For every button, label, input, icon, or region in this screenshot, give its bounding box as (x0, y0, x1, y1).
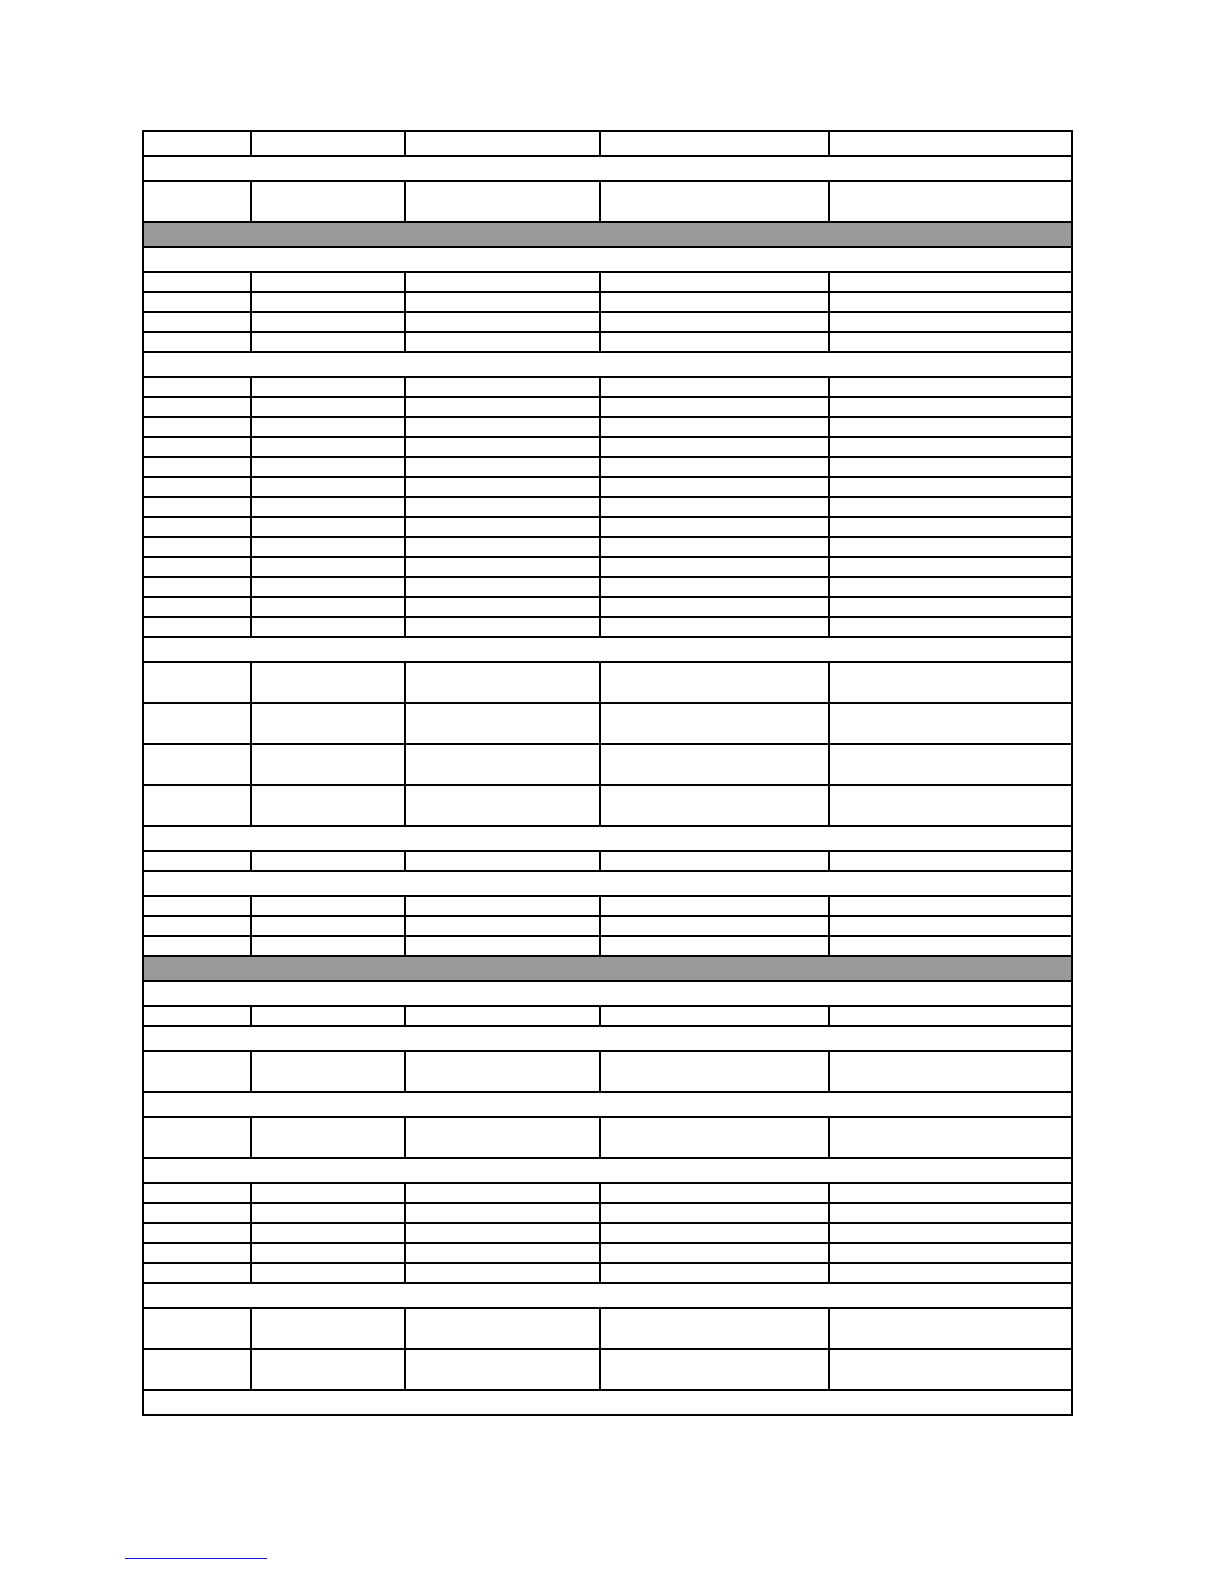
table-cell (251, 517, 405, 537)
table-cell (405, 617, 600, 637)
table-cell (829, 131, 1072, 156)
table-cell (405, 377, 600, 397)
table-cell (405, 896, 600, 916)
table-cell (251, 332, 405, 352)
table-cell (251, 377, 405, 397)
table-row (143, 1243, 1072, 1263)
table-row (143, 1308, 1072, 1349)
table-cell (600, 936, 829, 956)
table-row (143, 272, 1072, 292)
table-cell (829, 332, 1072, 352)
table-cell (143, 397, 251, 417)
table-cell (143, 1308, 251, 1349)
table-cell (251, 662, 405, 703)
table-cell (600, 497, 829, 517)
table-cell (405, 851, 600, 871)
table-cell (600, 1183, 829, 1203)
section-heading-row (143, 1158, 1072, 1183)
table-cell (143, 703, 251, 744)
table-cell (143, 332, 251, 352)
table-cell (251, 936, 405, 956)
table-row (143, 397, 1072, 417)
table-cell (829, 272, 1072, 292)
table-cell (405, 1308, 600, 1349)
table-cell (829, 744, 1072, 785)
section-heading-row (143, 156, 1072, 181)
table-cell (829, 703, 1072, 744)
table-cell (600, 1349, 829, 1390)
table-cell (143, 597, 251, 617)
table-cell (829, 577, 1072, 597)
table-cell (829, 457, 1072, 477)
table-cell (405, 181, 600, 222)
table-cell (405, 1243, 600, 1263)
table-cell (405, 292, 600, 312)
table-cell (143, 517, 251, 537)
table-cell (405, 497, 600, 517)
table-cell (251, 1243, 405, 1263)
table-row (143, 936, 1072, 956)
table-cell (143, 936, 251, 956)
table-cell (251, 272, 405, 292)
section-heading-cell (143, 1092, 1072, 1117)
table-cell (251, 537, 405, 557)
section-heading-row (143, 1092, 1072, 1117)
section-divider-band (143, 222, 1072, 247)
table-cell (251, 597, 405, 617)
table-cell (251, 1117, 405, 1158)
table-cell (143, 1051, 251, 1092)
table-cell (829, 312, 1072, 332)
table-cell (600, 851, 829, 871)
table-cell (251, 577, 405, 597)
section-heading-row (143, 352, 1072, 377)
table-cell (251, 617, 405, 637)
table-cell (829, 477, 1072, 497)
table-cell (405, 1006, 600, 1026)
table-row (143, 1051, 1072, 1092)
table-cell (600, 577, 829, 597)
table-cell (251, 1223, 405, 1243)
section-heading-cell (143, 352, 1072, 377)
table-cell (405, 1349, 600, 1390)
table-cell (251, 497, 405, 517)
table-cell (600, 1006, 829, 1026)
table-cell (405, 1117, 600, 1158)
table-cell (600, 131, 829, 156)
table-row (143, 1203, 1072, 1223)
table-cell (405, 477, 600, 497)
section-heading-row (143, 981, 1072, 1006)
section-heading-cell (143, 826, 1072, 851)
table-cell (600, 1223, 829, 1243)
table-cell (143, 497, 251, 517)
table-cell (600, 1263, 829, 1283)
table-cell (405, 272, 600, 292)
table-cell (829, 1051, 1072, 1092)
section-heading-cell (143, 247, 1072, 272)
table-row (143, 896, 1072, 916)
table-cell (829, 662, 1072, 703)
table-row (143, 597, 1072, 617)
table-cell (829, 916, 1072, 936)
table-row (143, 1183, 1072, 1203)
table-cell (143, 417, 251, 437)
table-cell (405, 417, 600, 437)
table-cell (600, 272, 829, 292)
table-cell (143, 851, 251, 871)
table-cell (251, 437, 405, 457)
section-divider-band (143, 956, 1072, 981)
table-cell (405, 703, 600, 744)
table-row (143, 1263, 1072, 1283)
table-cell (251, 744, 405, 785)
table-cell (405, 744, 600, 785)
table-cell (600, 437, 829, 457)
table-row (143, 703, 1072, 744)
form-table-body (143, 131, 1072, 1415)
table-cell (251, 557, 405, 577)
table-row (143, 537, 1072, 557)
table-row (143, 417, 1072, 437)
section-heading-cell (143, 637, 1072, 662)
table-cell (405, 557, 600, 577)
table-cell (405, 1223, 600, 1243)
table-cell (405, 437, 600, 457)
table-cell (143, 785, 251, 826)
section-heading-row (143, 1026, 1072, 1051)
table-cell (829, 181, 1072, 222)
table-cell (829, 497, 1072, 517)
table-cell (251, 477, 405, 497)
table-cell (405, 537, 600, 557)
table-row (143, 181, 1072, 222)
table-cell (829, 417, 1072, 437)
table-row (143, 312, 1072, 332)
table-cell (829, 1243, 1072, 1263)
footnote-rule (125, 1558, 267, 1559)
table-cell (405, 916, 600, 936)
table-cell (829, 1223, 1072, 1243)
table-row (143, 292, 1072, 312)
table-cell (143, 744, 251, 785)
table-cell (829, 617, 1072, 637)
table-cell (143, 312, 251, 332)
table-cell (143, 1117, 251, 1158)
table-cell (251, 457, 405, 477)
table-cell (829, 1203, 1072, 1223)
section-heading-cell (143, 1283, 1072, 1308)
section-heading-cell (143, 871, 1072, 896)
table-row (143, 457, 1072, 477)
table-cell (829, 292, 1072, 312)
table-cell (600, 744, 829, 785)
table-cell (600, 557, 829, 577)
section-heading-row (143, 1390, 1072, 1415)
table-cell (143, 1203, 251, 1223)
table-cell (143, 662, 251, 703)
table-cell (251, 1051, 405, 1092)
table-cell (600, 662, 829, 703)
table-cell (143, 916, 251, 936)
table-cell (829, 597, 1072, 617)
table-cell (600, 1051, 829, 1092)
table-cell (829, 1117, 1072, 1158)
table-cell (405, 1203, 600, 1223)
table-cell (405, 785, 600, 826)
table-cell (143, 181, 251, 222)
table-row (143, 377, 1072, 397)
table-cell (600, 1117, 829, 1158)
table-cell (143, 896, 251, 916)
table-cell (600, 617, 829, 637)
table-cell (251, 1203, 405, 1223)
table-cell (405, 517, 600, 537)
table-row (143, 1223, 1072, 1243)
table-cell (829, 1183, 1072, 1203)
table-cell (600, 181, 829, 222)
table-cell (405, 577, 600, 597)
table-cell (251, 131, 405, 156)
table-cell (600, 597, 829, 617)
table-cell (600, 397, 829, 417)
table-cell (143, 557, 251, 577)
table-cell (143, 477, 251, 497)
table-cell (829, 537, 1072, 557)
table-cell (143, 457, 251, 477)
table-cell (405, 131, 600, 156)
table-row (143, 785, 1072, 826)
table-row (143, 332, 1072, 352)
table-cell (600, 292, 829, 312)
table-cell (829, 517, 1072, 537)
table-cell (600, 537, 829, 557)
table-row (143, 617, 1072, 637)
table-cell (600, 377, 829, 397)
table-cell (600, 332, 829, 352)
table-cell (600, 1243, 829, 1263)
table-cell (143, 272, 251, 292)
table-cell (600, 477, 829, 497)
table-cell (251, 397, 405, 417)
table-row (143, 477, 1072, 497)
table-cell (405, 457, 600, 477)
table-row (143, 1006, 1072, 1026)
table-cell (829, 1349, 1072, 1390)
table-cell (829, 437, 1072, 457)
section-heading-row (143, 637, 1072, 662)
table-cell (143, 437, 251, 457)
table-cell (600, 785, 829, 826)
table-cell (600, 1203, 829, 1223)
table-cell (405, 397, 600, 417)
table-cell (829, 785, 1072, 826)
table-cell (251, 181, 405, 222)
divider-band-cell (143, 956, 1072, 981)
table-cell (405, 1183, 600, 1203)
section-heading-cell (143, 981, 1072, 1006)
table-cell (251, 292, 405, 312)
table-cell (600, 896, 829, 916)
table-cell (251, 417, 405, 437)
table-cell (600, 1308, 829, 1349)
table-cell (405, 662, 600, 703)
table-row (143, 557, 1072, 577)
table-cell (251, 1263, 405, 1283)
table-cell (251, 703, 405, 744)
table-cell (405, 936, 600, 956)
table-row (143, 497, 1072, 517)
table-cell (405, 312, 600, 332)
section-heading-row (143, 1283, 1072, 1308)
table-row (143, 1349, 1072, 1390)
table-row (143, 744, 1072, 785)
table-cell (251, 916, 405, 936)
table-cell (829, 896, 1072, 916)
divider-band-cell (143, 222, 1072, 247)
table-cell (600, 312, 829, 332)
table-cell (251, 312, 405, 332)
section-heading-row (143, 247, 1072, 272)
table-cell (143, 1183, 251, 1203)
table-cell (829, 1006, 1072, 1026)
table-cell (600, 916, 829, 936)
form-table (142, 130, 1073, 1416)
table-cell (251, 851, 405, 871)
table-row (143, 577, 1072, 597)
table-cell (143, 1006, 251, 1026)
table-cell (829, 936, 1072, 956)
table-cell (143, 292, 251, 312)
section-heading-cell (143, 1026, 1072, 1051)
table-cell (829, 851, 1072, 871)
table-row (143, 662, 1072, 703)
section-heading-cell (143, 1158, 1072, 1183)
section-heading-cell (143, 1390, 1072, 1415)
table-cell (143, 131, 251, 156)
table-cell (251, 1349, 405, 1390)
table-cell (600, 517, 829, 537)
table-cell (143, 577, 251, 597)
table-cell (143, 537, 251, 557)
table-cell (251, 1308, 405, 1349)
table-cell (143, 1243, 251, 1263)
table-cell (251, 1183, 405, 1203)
table-cell (405, 1051, 600, 1092)
section-heading-row (143, 871, 1072, 896)
table-cell (143, 377, 251, 397)
table-cell (251, 896, 405, 916)
table-cell (143, 1349, 251, 1390)
table-cell (143, 1263, 251, 1283)
table-cell (251, 1006, 405, 1026)
table-row (143, 131, 1072, 156)
table-cell (251, 785, 405, 826)
table-cell (600, 457, 829, 477)
table-row (143, 517, 1072, 537)
table-cell (143, 1223, 251, 1243)
table-cell (143, 617, 251, 637)
table-cell (829, 1308, 1072, 1349)
table-row (143, 437, 1072, 457)
table-row (143, 916, 1072, 936)
table-cell (600, 703, 829, 744)
table-cell (405, 1263, 600, 1283)
table-row (143, 1117, 1072, 1158)
table-cell (829, 377, 1072, 397)
table-cell (829, 397, 1072, 417)
table-cell (405, 597, 600, 617)
section-heading-cell (143, 156, 1072, 181)
table-cell (829, 557, 1072, 577)
table-row (143, 851, 1072, 871)
table-cell (600, 417, 829, 437)
section-heading-row (143, 826, 1072, 851)
table-cell (405, 332, 600, 352)
table-cell (829, 1263, 1072, 1283)
